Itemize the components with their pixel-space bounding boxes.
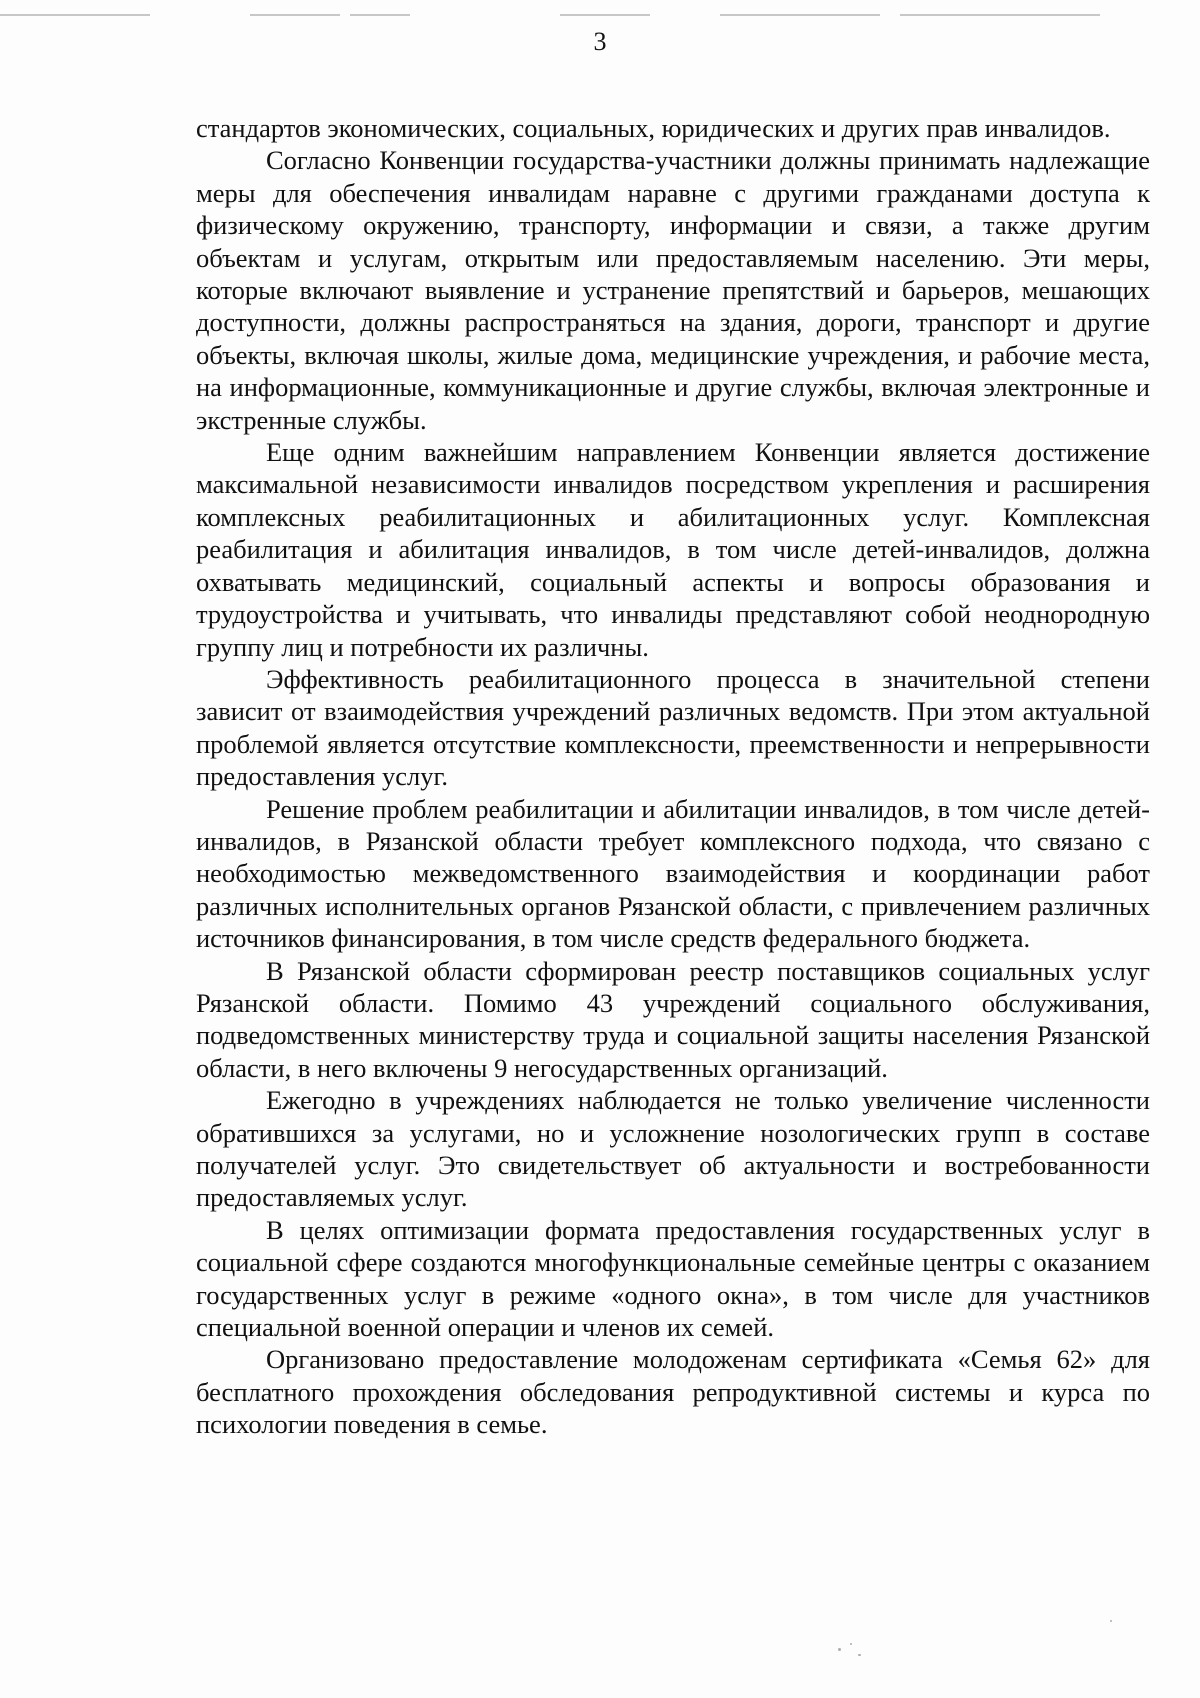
scan-artifact-top-edge xyxy=(0,14,1200,22)
scan-speck xyxy=(850,1643,852,1645)
paragraph-annual-growth: Ежегодно в учреждениях наблюдается не только увеличение численности обратившихся за услугами, но и усложнение нозологических групп в составе получателей услуг. Это свидетельствует об актуальности и востребованности предоставляемых услуг. xyxy=(196,1085,1150,1213)
document-body xyxy=(196,112,1150,1441)
paragraph-family-certificate: Организовано предоставление молодоженам сертификата «Семья 62» для бесплатного прохождения обследования репродуктивной системы и курса по психологии поведения в семье. xyxy=(196,1344,1150,1440)
paragraph-family-centers: В целях оптимизации формата предоставления государственных услуг в социальной сфере создаются многофункциональные семейные центры с оказанием государственных услуг в режиме «одного окна», в том числе для участников специальной военной операции и членов их семей. xyxy=(196,1214,1150,1343)
paragraph-providers-registry: В Рязанской области сформирован реестр поставщиков социальных услуг Рязанской области. Помимо 43 учреждений социального обслуживания, подведомственных министерству труда и социальной защиты населения Рязанской области, в него включены 9 негосударственных организаций. xyxy=(196,955,1150,1083)
scan-speck xyxy=(1110,1620,1112,1622)
page-number: 3 xyxy=(593,27,607,56)
paragraph-convention-measures: Согласно Конвенции государства-участники должны принимать надлежащие меры для обеспечения инвалидам наравне с другими гражданами доступа к физическому окружению, транспорту, информации и связи, а также другим объектам и услугам, открытым или предоставляемым населению. Эти меры, которые включают выявление и устранение препятствий и барьеров, мешающих доступности, должны распространяться на здания, дороги, транспорт и другие объекты, включая школы, жилые дома, медицинские учреждения, и рабочие места, на информационные, коммуникационные и другие службы, включая электронные и экстренные службы. xyxy=(196,145,1150,435)
scan-speck xyxy=(858,1654,861,1656)
paragraph-ryazan-approach: Решение проблем реабилитации и абилитации инвалидов, в том числе детей-инвалидов, в Рязанской области требует комплексного подхода, что связано с необходимостью межведомственного взаимодействия и координации работ различных исполнительных органов Рязанской области, с привлечением различных источников финансирования, в том числе средств федерального бюджета. xyxy=(196,793,1150,954)
paragraph-independence: Еще одним важнейшим направлением Конвенции является достижение максимальной независимости инвалидов посредством укрепления и расширения комплексных реабилитационных и абилитационных услуг. Комплексная реабилитация и абилитация инвалидов, в том числе детей-инвалидов, должна охватывать медицинский, социальный аспекты и вопросы образования и трудоустройства и учитывать, что инвалиды представляют собой неоднородную группу лиц и потребности их различны. xyxy=(196,437,1150,662)
paragraph-continuation: стандартов экономических, социальных, юридических и других прав инвалидов. xyxy=(196,113,1111,143)
paragraph-rehabilitation-efficiency: Эффективность реабилитационного процесса в значительной степени зависит от взаимодействия учреждений различных ведомств. При этом актуальной проблемой является отсутствие комплексности, преемственности и непрерывности предоставления услуг. xyxy=(196,663,1150,792)
scan-speck xyxy=(838,1648,841,1651)
